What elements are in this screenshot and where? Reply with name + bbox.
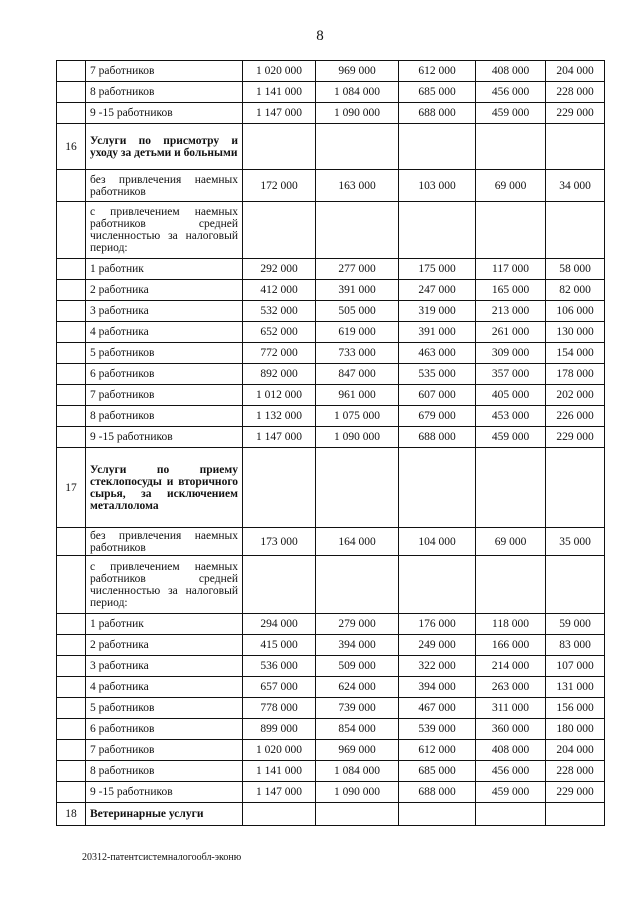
table-row <box>57 740 605 761</box>
value-cell <box>476 803 546 826</box>
value-cell: 1 012 000 <box>243 385 316 406</box>
row-number-cell <box>57 719 86 740</box>
value-cell <box>476 202 546 259</box>
value-cell: 247 000 <box>399 280 476 301</box>
table-row <box>57 427 605 448</box>
description-cell: 9 -15 работников <box>86 103 243 124</box>
value-cell: 854 000 <box>316 719 399 740</box>
value-cell: 509 000 <box>316 656 399 677</box>
value-cell: 82 000 <box>546 280 605 301</box>
value-cell: 1 084 000 <box>316 761 399 782</box>
description-cell: 3 работника <box>86 656 243 677</box>
value-cell: 847 000 <box>316 364 399 385</box>
row-number-cell <box>57 61 86 82</box>
description-cell: 2 работника <box>86 635 243 656</box>
value-cell <box>316 202 399 259</box>
table-row <box>57 385 605 406</box>
value-cell: 505 000 <box>316 301 399 322</box>
value-cell: 172 000 <box>243 170 316 202</box>
value-cell: 1 090 000 <box>316 782 399 803</box>
table-row <box>57 656 605 677</box>
value-cell: 1 020 000 <box>243 61 316 82</box>
row-number-cell <box>57 740 86 761</box>
description-cell: 7 работников <box>86 740 243 761</box>
description-cell: 3 работника <box>86 301 243 322</box>
value-cell: 154 000 <box>546 343 605 364</box>
value-cell: 311 000 <box>476 698 546 719</box>
table-row <box>57 259 605 280</box>
description-cell: 8 работников <box>86 761 243 782</box>
value-cell <box>316 124 399 170</box>
value-cell: 733 000 <box>316 343 399 364</box>
value-cell: 456 000 <box>476 82 546 103</box>
description-cell: 1 работник <box>86 614 243 635</box>
value-cell: 106 000 <box>546 301 605 322</box>
value-cell: 58 000 <box>546 259 605 280</box>
description-cell: 9 -15 работников <box>86 782 243 803</box>
value-cell: 688 000 <box>399 103 476 124</box>
table-row <box>57 528 605 556</box>
value-cell: 175 000 <box>399 259 476 280</box>
value-cell: 228 000 <box>546 82 605 103</box>
value-cell: 1 141 000 <box>243 82 316 103</box>
value-cell: 459 000 <box>476 427 546 448</box>
table-body <box>57 61 605 826</box>
value-cell: 357 000 <box>476 364 546 385</box>
value-cell: 309 000 <box>476 343 546 364</box>
row-number-cell <box>57 364 86 385</box>
value-cell: 1 090 000 <box>316 103 399 124</box>
description-cell: Услуги по приему стеклопосуды и вторичного сырья, за исключением металлолома <box>86 448 243 528</box>
row-number-cell: 17 <box>57 448 86 528</box>
value-cell: 166 000 <box>476 635 546 656</box>
value-cell: 229 000 <box>546 782 605 803</box>
table-row <box>57 61 605 82</box>
value-cell: 536 000 <box>243 656 316 677</box>
description-cell: 1 работник <box>86 259 243 280</box>
value-cell: 165 000 <box>476 280 546 301</box>
value-cell: 688 000 <box>399 782 476 803</box>
value-cell: 156 000 <box>546 698 605 719</box>
page-number: 8 <box>316 28 324 44</box>
value-cell <box>546 202 605 259</box>
value-cell: 459 000 <box>476 103 546 124</box>
value-cell: 104 000 <box>399 528 476 556</box>
value-cell: 657 000 <box>243 677 316 698</box>
value-cell: 173 000 <box>243 528 316 556</box>
value-cell: 202 000 <box>546 385 605 406</box>
value-cell <box>316 803 399 826</box>
row-number-cell <box>57 202 86 259</box>
table-row <box>57 103 605 124</box>
value-cell: 394 000 <box>316 635 399 656</box>
value-cell <box>316 556 399 614</box>
row-number-cell <box>57 301 86 322</box>
value-cell: 1 084 000 <box>316 82 399 103</box>
row-number-cell <box>57 259 86 280</box>
value-cell: 229 000 <box>546 427 605 448</box>
value-cell: 360 000 <box>476 719 546 740</box>
value-cell: 214 000 <box>476 656 546 677</box>
value-cell <box>399 124 476 170</box>
description-cell: 5 работников <box>86 343 243 364</box>
row-number-cell <box>57 556 86 614</box>
value-cell: 685 000 <box>399 761 476 782</box>
description-cell: с привлечением наемных работников средней численностью за налоговый период: <box>86 202 243 259</box>
table-row <box>57 82 605 103</box>
section-header-row <box>57 803 605 826</box>
value-cell: 619 000 <box>316 322 399 343</box>
value-cell: 204 000 <box>546 61 605 82</box>
row-number-cell: 18 <box>57 803 86 826</box>
value-cell: 180 000 <box>546 719 605 740</box>
row-number-cell <box>57 280 86 301</box>
value-cell: 408 000 <box>476 740 546 761</box>
value-cell: 535 000 <box>399 364 476 385</box>
value-cell: 391 000 <box>399 322 476 343</box>
value-cell: 394 000 <box>399 677 476 698</box>
table-row <box>57 301 605 322</box>
value-cell: 612 000 <box>399 61 476 82</box>
value-cell: 1 075 000 <box>316 406 399 427</box>
row-number-cell <box>57 343 86 364</box>
document-footer-code: 20312-патентсистемналогообл-эконю <box>82 852 242 863</box>
table-row <box>57 406 605 427</box>
value-cell <box>243 556 316 614</box>
value-cell: 456 000 <box>476 761 546 782</box>
value-cell: 412 000 <box>243 280 316 301</box>
value-cell: 83 000 <box>546 635 605 656</box>
value-cell: 778 000 <box>243 698 316 719</box>
value-cell: 1 147 000 <box>243 427 316 448</box>
value-cell: 1 147 000 <box>243 103 316 124</box>
value-cell: 176 000 <box>399 614 476 635</box>
value-cell: 679 000 <box>399 406 476 427</box>
value-cell: 1 132 000 <box>243 406 316 427</box>
value-cell: 118 000 <box>476 614 546 635</box>
value-cell: 163 000 <box>316 170 399 202</box>
row-number-cell <box>57 656 86 677</box>
value-cell: 319 000 <box>399 301 476 322</box>
value-cell <box>476 124 546 170</box>
row-number-cell <box>57 427 86 448</box>
table-row <box>57 280 605 301</box>
value-cell: 69 000 <box>476 170 546 202</box>
value-cell <box>546 124 605 170</box>
value-cell <box>316 448 399 528</box>
value-cell: 1 020 000 <box>243 740 316 761</box>
row-number-cell <box>57 82 86 103</box>
value-cell: 34 000 <box>546 170 605 202</box>
value-cell: 969 000 <box>316 740 399 761</box>
value-cell: 739 000 <box>316 698 399 719</box>
value-cell: 532 000 <box>243 301 316 322</box>
row-number-cell: 16 <box>57 124 86 170</box>
row-number-cell <box>57 385 86 406</box>
description-cell: 8 работников <box>86 82 243 103</box>
value-cell: 249 000 <box>399 635 476 656</box>
value-cell <box>243 803 316 826</box>
value-cell: 263 000 <box>476 677 546 698</box>
table-row <box>57 202 605 259</box>
row-number-cell <box>57 698 86 719</box>
value-cell: 969 000 <box>316 61 399 82</box>
value-cell: 772 000 <box>243 343 316 364</box>
value-cell <box>546 556 605 614</box>
description-cell: 7 работников <box>86 61 243 82</box>
value-cell <box>399 202 476 259</box>
tax-rates-table <box>56 60 605 826</box>
description-cell: Услуги по присмотру и уходу за детьми и больными <box>86 124 243 170</box>
value-cell: 294 000 <box>243 614 316 635</box>
value-cell <box>476 448 546 528</box>
value-cell <box>399 556 476 614</box>
value-cell: 69 000 <box>476 528 546 556</box>
value-cell: 685 000 <box>399 82 476 103</box>
section-header-row <box>57 448 605 528</box>
value-cell: 405 000 <box>476 385 546 406</box>
description-cell: 6 работников <box>86 719 243 740</box>
row-number-cell <box>57 528 86 556</box>
value-cell <box>243 124 316 170</box>
value-cell: 688 000 <box>399 427 476 448</box>
row-number-cell <box>57 614 86 635</box>
table-row <box>57 677 605 698</box>
value-cell: 277 000 <box>316 259 399 280</box>
value-cell: 463 000 <box>399 343 476 364</box>
value-cell: 1 090 000 <box>316 427 399 448</box>
value-cell: 391 000 <box>316 280 399 301</box>
table-row <box>57 614 605 635</box>
row-number-cell <box>57 677 86 698</box>
description-cell: Ветеринарные услуги <box>86 803 243 826</box>
table-row <box>57 698 605 719</box>
table-row <box>57 761 605 782</box>
value-cell: 178 000 <box>546 364 605 385</box>
table-row <box>57 170 605 202</box>
table-row <box>57 782 605 803</box>
value-cell: 131 000 <box>546 677 605 698</box>
row-number-cell <box>57 406 86 427</box>
table-row <box>57 343 605 364</box>
value-cell <box>399 448 476 528</box>
value-cell: 539 000 <box>399 719 476 740</box>
row-number-cell <box>57 782 86 803</box>
table-row <box>57 364 605 385</box>
value-cell: 453 000 <box>476 406 546 427</box>
value-cell: 415 000 <box>243 635 316 656</box>
value-cell: 292 000 <box>243 259 316 280</box>
description-cell: 2 работника <box>86 280 243 301</box>
value-cell <box>243 448 316 528</box>
value-cell: 652 000 <box>243 322 316 343</box>
value-cell: 899 000 <box>243 719 316 740</box>
description-cell: 7 работников <box>86 385 243 406</box>
value-cell: 164 000 <box>316 528 399 556</box>
description-cell: с привлечением наемных работников средней численностью за налоговый период: <box>86 556 243 614</box>
description-cell: 4 работника <box>86 322 243 343</box>
description-cell: 6 работников <box>86 364 243 385</box>
section-header-row <box>57 124 605 170</box>
row-number-cell <box>57 103 86 124</box>
row-number-cell <box>57 322 86 343</box>
table-row <box>57 322 605 343</box>
value-cell: 459 000 <box>476 782 546 803</box>
value-cell: 107 000 <box>546 656 605 677</box>
row-number-cell <box>57 761 86 782</box>
table-row <box>57 719 605 740</box>
value-cell <box>546 448 605 528</box>
value-cell: 892 000 <box>243 364 316 385</box>
value-cell: 624 000 <box>316 677 399 698</box>
value-cell: 607 000 <box>399 385 476 406</box>
value-cell: 279 000 <box>316 614 399 635</box>
value-cell: 229 000 <box>546 103 605 124</box>
value-cell: 1 141 000 <box>243 761 316 782</box>
row-number-cell <box>57 170 86 202</box>
description-cell: 9 -15 работников <box>86 427 243 448</box>
value-cell: 961 000 <box>316 385 399 406</box>
value-cell <box>476 556 546 614</box>
description-cell: 4 работника <box>86 677 243 698</box>
value-cell: 35 000 <box>546 528 605 556</box>
value-cell: 261 000 <box>476 322 546 343</box>
value-cell: 213 000 <box>476 301 546 322</box>
value-cell: 322 000 <box>399 656 476 677</box>
value-cell: 204 000 <box>546 740 605 761</box>
value-cell <box>399 803 476 826</box>
description-cell: без привлечения наемных работников <box>86 528 243 556</box>
value-cell <box>546 803 605 826</box>
value-cell: 1 147 000 <box>243 782 316 803</box>
value-cell: 408 000 <box>476 61 546 82</box>
value-cell: 117 000 <box>476 259 546 280</box>
value-cell <box>243 202 316 259</box>
table-row <box>57 556 605 614</box>
value-cell: 59 000 <box>546 614 605 635</box>
value-cell: 103 000 <box>399 170 476 202</box>
value-cell: 612 000 <box>399 740 476 761</box>
value-cell: 226 000 <box>546 406 605 427</box>
value-cell: 228 000 <box>546 761 605 782</box>
description-cell: 5 работников <box>86 698 243 719</box>
value-cell: 467 000 <box>399 698 476 719</box>
description-cell: 8 работников <box>86 406 243 427</box>
table-row <box>57 635 605 656</box>
row-number-cell <box>57 635 86 656</box>
value-cell: 130 000 <box>546 322 605 343</box>
description-cell: без привлечения наемных работников <box>86 170 243 202</box>
